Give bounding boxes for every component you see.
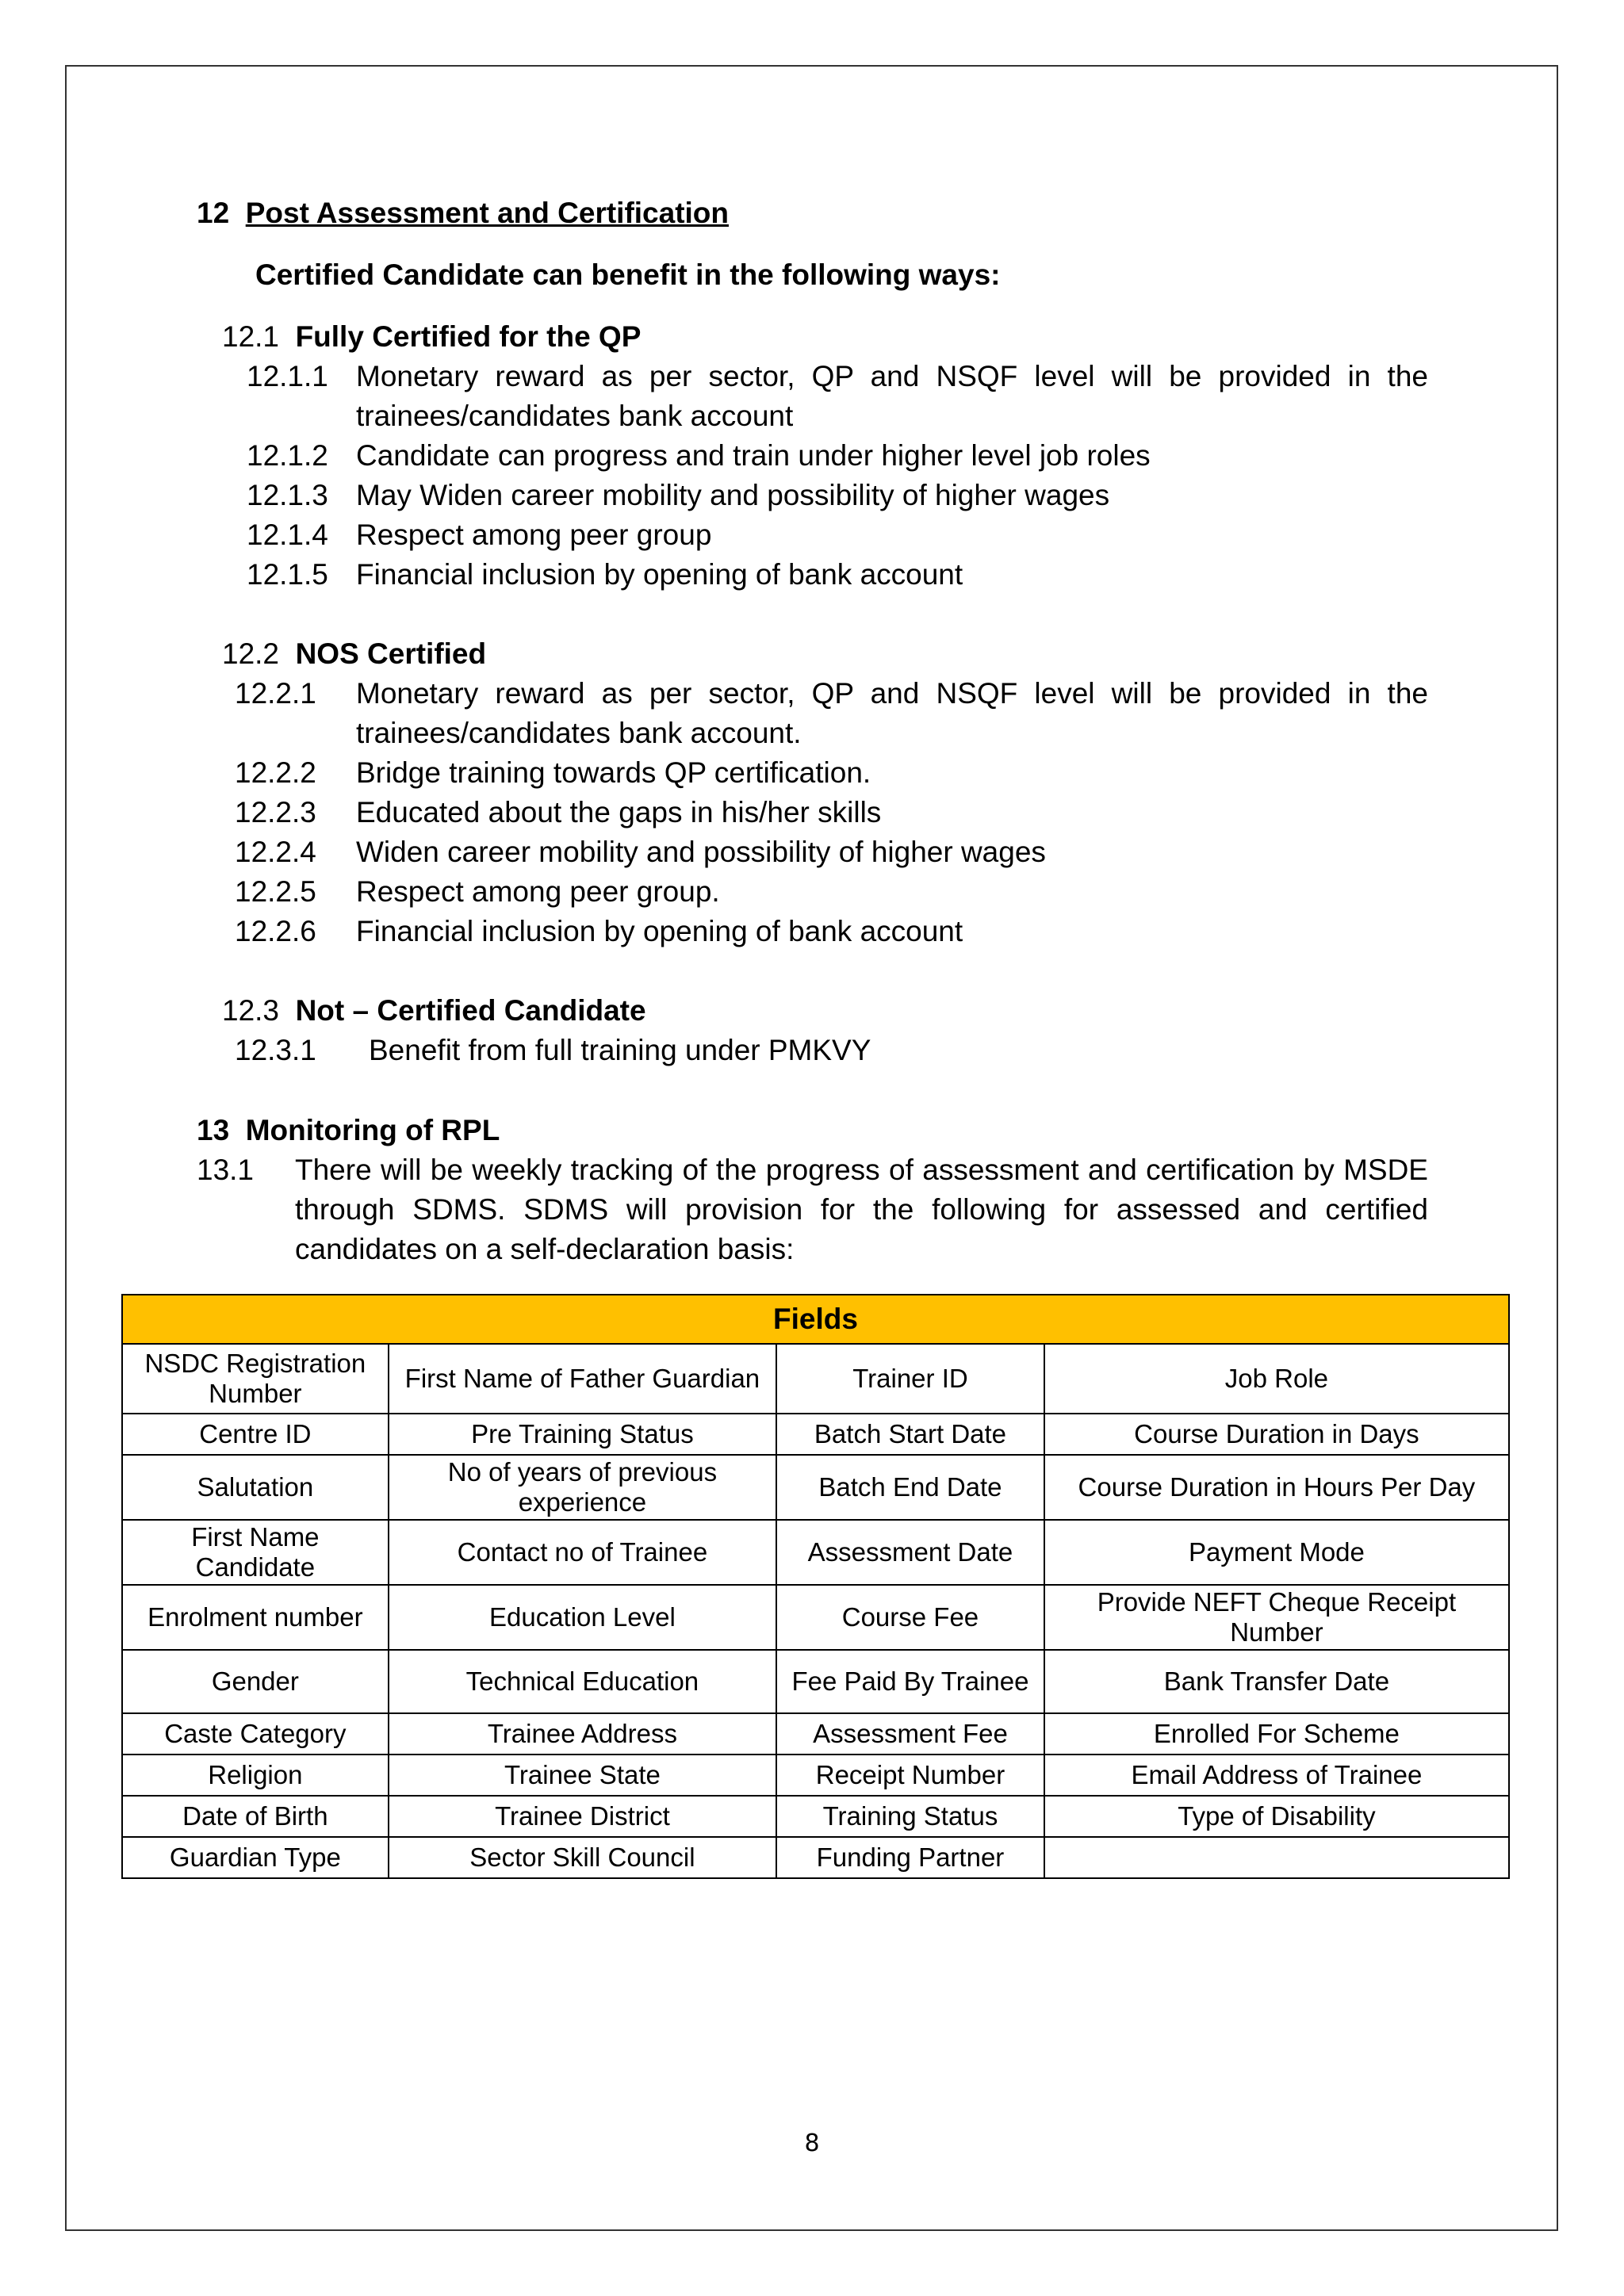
table-row [122,1414,1509,1455]
table-cell: First Name of Father Guardian [389,1344,776,1414]
table-row [122,1520,1509,1585]
table-row [122,1650,1509,1713]
table-cell: Assessment Fee [776,1713,1044,1755]
section-12-heading [197,193,729,233]
item-12-2-5-text: Respect among peer group. [356,875,720,908]
table-cell: Batch Start Date [776,1414,1044,1455]
table-cell: Caste Category [122,1713,389,1755]
section-12-3-title: Not – Certified Candidate [295,994,646,1027]
table-cell: Type of Disability [1044,1796,1509,1837]
item-12-2-3-number: 12.2.3 [235,796,316,828]
item-12-1-1-number: 12.1.1 [247,360,328,392]
item-12-1-1-text: Monetary reward as per sector, QP and NSQF level will be provided in the trainees/candidates bank account [356,360,1428,432]
section-13-number: 13 [197,1114,230,1146]
item-12-2-4-text: Widen career mobility and possibility of higher wages [356,836,1046,868]
fields-table [121,1294,1510,1879]
section-12-number: 12 [197,197,230,229]
item-12-1-2-number: 12.1.2 [247,439,328,472]
item-12-3-1-text: Benefit from full training under PMKVY [369,1034,871,1066]
item-12-1-4-number: 12.1.4 [247,519,328,551]
table-cell: No of years of previous experience [389,1455,776,1520]
table-cell: Course Duration in Days [1044,1414,1509,1455]
table-cell: Provide NEFT Cheque Receipt Number [1044,1585,1509,1650]
table-cell: Education Level [389,1585,776,1650]
table-cell: Enrolled For Scheme [1044,1713,1509,1755]
item-12-2-3-text: Educated about the gaps in his/her skills [356,796,882,828]
item-12-1-3-number: 12.1.3 [247,479,328,511]
table-cell: Fee Paid By Trainee [776,1650,1044,1713]
table-row [122,1837,1509,1878]
item-12-2-2-text: Bridge training towards QP certification. [356,756,871,789]
item-12-1-5-text: Financial inclusion by opening of bank account [356,558,963,591]
table-row [122,1455,1509,1520]
table-cell: Funding Partner [776,1837,1044,1878]
table-header-row [122,1295,1509,1344]
section-12-3-number: 12.3 [222,994,280,1027]
item-12-1-4-text: Respect among peer group [356,519,712,551]
table-cell: Date of Birth [122,1796,389,1837]
item-12-2-1-text: Monetary reward as per sector, QP and NSQF level will be provided in the trainees/candidates bank account. [356,677,1428,749]
item-13-1-number: 13.1 [197,1154,255,1186]
item-13-1-text: There will be weekly tracking of the progress of assessment and certification by MSDE through SDMS. SDMS will provision for the following for assessed and certified candidates on a self-declaration basis: [295,1154,1428,1265]
table-row [122,1755,1509,1796]
table-cell: Pre Training Status [389,1414,776,1455]
table-cell: Enrolment number [122,1585,389,1650]
section-12-title: Post Assessment and Certification [245,197,730,229]
section-12-intro: Certified Candidate can benefit in the following ways: [255,258,1001,291]
table-cell: Receipt Number [776,1755,1044,1796]
table-body [122,1344,1509,1878]
table-cell: First Name Candidate [122,1520,389,1585]
item-12-1-3-text: May Widen career mobility and possibility of higher wages [356,479,1110,511]
table-cell [1044,1837,1509,1878]
table-cell: Course Fee [776,1585,1044,1650]
item-12-2-6-text: Financial inclusion by opening of bank account [356,915,963,947]
section-13-title: Monitoring of RPL [245,1114,500,1146]
table-cell: Trainee District [389,1796,776,1837]
item-12-2-4-number: 12.2.4 [235,836,316,868]
table-cell: Bank Transfer Date [1044,1650,1509,1713]
item-12-1-5-number: 12.1.5 [247,558,328,591]
table-header: Fields [122,1295,1509,1344]
table-row [122,1585,1509,1650]
item-12-1-2-text: Candidate can progress and train under higher level job roles [356,439,1151,472]
table-cell: Contact no of Trainee [389,1520,776,1585]
table-cell: Trainer ID [776,1344,1044,1414]
item-12-2-6-number: 12.2.6 [235,915,316,947]
table-cell: Payment Mode [1044,1520,1509,1585]
section-12-2-heading [222,634,486,674]
table-cell: Salutation [122,1455,389,1520]
page-number: 8 [804,2130,820,2157]
table-cell: Job Role [1044,1344,1509,1414]
section-12-3-heading [222,991,646,1031]
table-cell: Centre ID [122,1414,389,1455]
table-cell: Training Status [776,1796,1044,1837]
table-cell: Trainee State [389,1755,776,1796]
section-12-1-number: 12.1 [222,320,280,353]
table-cell: Email Address of Trainee [1044,1755,1509,1796]
table-cell: Guardian Type [122,1837,389,1878]
table-cell: Course Duration in Hours Per Day [1044,1455,1509,1520]
table-cell: Religion [122,1755,389,1796]
section-13-heading [197,1111,500,1150]
table-cell: Trainee Address [389,1713,776,1755]
section-12-1-heading [222,317,641,357]
table-cell: NSDC Registration Number [122,1344,389,1414]
item-12-2-1-number: 12.2.1 [235,677,316,710]
table-cell: Gender [122,1650,389,1713]
item-12-2-2-number: 12.2.2 [235,756,316,789]
table-row [122,1713,1509,1755]
section-12-2-title: NOS Certified [295,637,487,670]
section-12-2-number: 12.2 [222,637,280,670]
table-row [122,1344,1509,1414]
item-12-2-5-number: 12.2.5 [235,875,316,908]
table-row [122,1796,1509,1837]
table-cell: Technical Education [389,1650,776,1713]
item-12-3-1-number: 12.3.1 [235,1034,316,1066]
table-cell: Sector Skill Council [389,1837,776,1878]
table-cell: Assessment Date [776,1520,1044,1585]
table-cell: Batch End Date [776,1455,1044,1520]
section-12-1-title: Fully Certified for the QP [295,320,642,353]
